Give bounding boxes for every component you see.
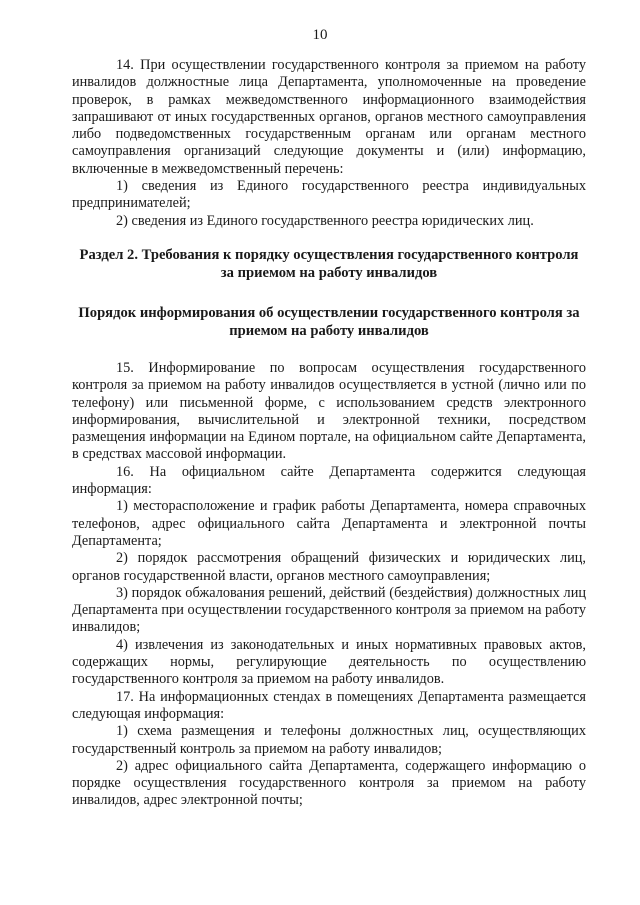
list-item-17-1: 1) схема размещения и телефоны должностных лиц, осуществляющих государственный контроль за приемом на работу инвалидов; [72, 723, 586, 757]
subsection-heading: Порядок информирования об осуществлении государственного контроля за приемом на работу инвалидов [78, 304, 580, 339]
list-item-16-3: 3) порядок обжалования решений, действий (бездействия) должностных лиц Департамента при осуществлении государственного контроля за приемом на работу инвалидов; [72, 584, 586, 636]
list-item-16-1: 1) месторасположение и график работы Департамента, номера справочных телефонов, адрес официального сайта Департамента и электронной почты Департамента; [72, 498, 586, 549]
list-item-17-2: 2) адрес официального сайта Департамента, содержащего информацию о порядке осуществления государственного контроля за приемом на работу инвалидов, адрес электронной почты; [72, 757, 586, 809]
paragraph-15: 15. Информирование по вопросам осуществления государственного контроля за приемом на работу инвалидов осуществляется в устной (лично или по телефону) или письменной форме, с использованием средств электронного информирования, вычислительной и электронной техники, посредством размещения информации на Едином портале, на официальном сайте Департамента, в средствах массовой информации. [72, 359, 586, 463]
list-item-16-4: 4) извлечения из законодательных и иных нормативных правовых актов, содержащих нормы, регулирующие деятельность по осуществлению государственного контроля за приемом на работу инвалидов. [72, 636, 586, 688]
section-heading: Раздел 2. Требования к порядку осуществления государственного контроля за приемом на работу инвалидов [79, 246, 579, 281]
paragraph-14: 14. При осуществлении государственного контроля за приемом на работу инвалидов должностные лица Департамента, уполномоченные на проведение проверок, в рамках межведомственного информационного взаимодействия запрашивают от иных государственных органов, органов местного самоуправления либо подведомственных государственным органам или органам местного самоуправления организаций следующие документы и (или) информацию, включенные в межведомственный перечень: [72, 57, 586, 177]
list-item-egrip: 1) сведения из Единого государственного реестра индивидуальных предпринимателей; [72, 178, 586, 212]
page-number: 10 [312, 27, 328, 43]
paragraph-16: 16. На официальном сайте Департамента содержится следующая информация: [72, 463, 586, 498]
document-body [72, 57, 586, 810]
paragraph-17: 17. На информационных стендах в помещениях Департамента размещается следующая информация: [72, 688, 586, 722]
list-item-egrul: 2) сведения из Единого государственного реестра юридических лиц. [116, 212, 534, 229]
list-item-16-2: 2) порядок рассмотрения обращений физических и юридических лиц, органов государственной власти, органов местного самоуправления; [72, 550, 586, 584]
